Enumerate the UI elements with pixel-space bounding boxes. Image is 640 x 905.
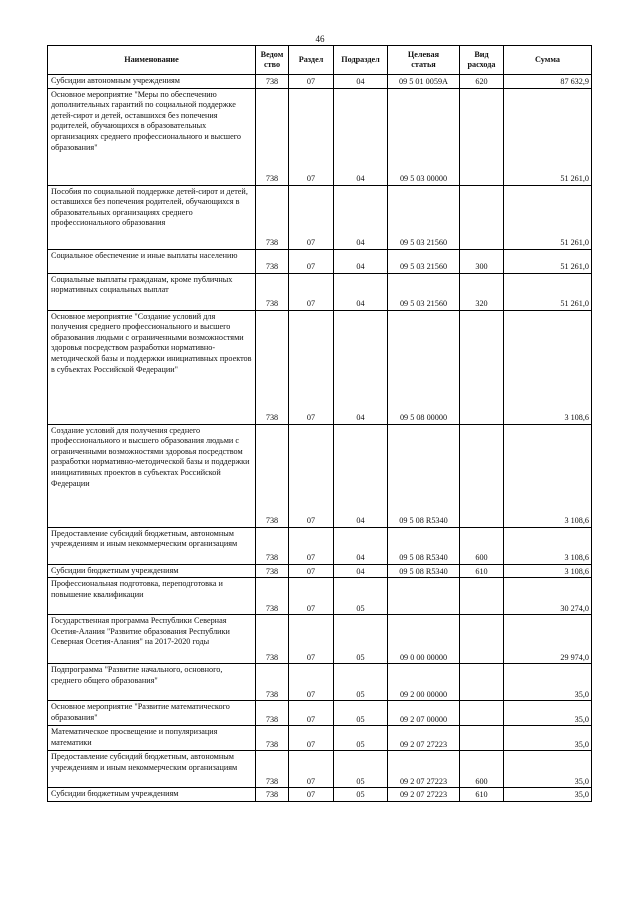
cell-summa: 3 108,6 (504, 424, 592, 527)
cell-ved: 738 (256, 615, 289, 664)
cell-celevaya: 09 5 08 R5340 (388, 527, 460, 564)
cell-vid: 610 (460, 788, 504, 802)
cell-celevaya: 09 5 08 00000 (388, 310, 460, 424)
cell-podrazdel: 04 (334, 310, 388, 424)
page-number: 46 (315, 34, 325, 44)
cell-summa: 35,0 (504, 664, 592, 701)
cell-name: Субсидии бюджетным учреждениям (48, 564, 256, 578)
cell-name: Создание условий для получения среднего профессионального и высшего образования людьми с ограниченными возможностями здоровья посредством разработки нормативно-методической базы и поддержки инициативных проектов в субъектах Российской Федерации (48, 424, 256, 527)
header-ved-line2: ство (263, 60, 281, 69)
cell-name: Субсидии автономным учреждениям (48, 75, 256, 89)
cell-podrazdel: 04 (334, 273, 388, 310)
cell-podrazdel: 04 (334, 424, 388, 527)
cell-vid (460, 664, 504, 701)
cell-vid (460, 701, 504, 726)
header-ved (256, 46, 289, 75)
cell-ved: 738 (256, 88, 289, 185)
cell-podrazdel: 05 (334, 615, 388, 664)
cell-vid (460, 424, 504, 527)
table-row (48, 249, 592, 273)
table-row (48, 615, 592, 664)
cell-celevaya: 09 5 08 R5340 (388, 564, 460, 578)
cell-razdel: 07 (289, 788, 334, 802)
cell-razdel: 07 (289, 310, 334, 424)
cell-ved: 738 (256, 564, 289, 578)
cell-razdel: 07 (289, 751, 334, 788)
cell-summa: 51 261,0 (504, 185, 592, 249)
cell-celevaya: 09 2 07 00000 (388, 701, 460, 726)
cell-summa: 29 974,0 (504, 615, 592, 664)
cell-name: Предоставление субсидий бюджетным, автономным учреждениям и иным некоммерческим организациям (48, 527, 256, 564)
cell-razdel: 07 (289, 88, 334, 185)
cell-ved: 738 (256, 701, 289, 726)
cell-podrazdel: 04 (334, 75, 388, 89)
cell-razdel: 07 (289, 273, 334, 310)
cell-celevaya: 09 2 07 27223 (388, 751, 460, 788)
cell-razdel: 07 (289, 424, 334, 527)
header-ved-line1: Ведом (260, 50, 284, 59)
cell-podrazdel: 05 (334, 726, 388, 751)
cell-razdel: 07 (289, 185, 334, 249)
cell-podrazdel: 04 (334, 185, 388, 249)
cell-vid (460, 185, 504, 249)
table-row (48, 273, 592, 310)
table-row (48, 578, 592, 615)
cell-summa: 3 108,6 (504, 564, 592, 578)
cell-vid: 600 (460, 527, 504, 564)
cell-podrazdel: 05 (334, 701, 388, 726)
cell-summa: 35,0 (504, 788, 592, 802)
cell-celevaya: 09 5 08 R5340 (388, 424, 460, 527)
header-name: Наименование (48, 46, 256, 75)
cell-celevaya: 09 5 03 00000 (388, 88, 460, 185)
cell-razdel: 07 (289, 615, 334, 664)
cell-podrazdel: 05 (334, 578, 388, 615)
cell-celevaya: 09 5 03 21560 (388, 185, 460, 249)
cell-name: Основное мероприятие "Развитие математического образования" (48, 701, 256, 726)
cell-celevaya: 09 0 00 00000 (388, 615, 460, 664)
cell-ved: 738 (256, 788, 289, 802)
cell-ved: 738 (256, 185, 289, 249)
table-row (48, 564, 592, 578)
cell-summa: 51 261,0 (504, 249, 592, 273)
cell-podrazdel: 05 (334, 788, 388, 802)
header-podrazdel: Подраздел (334, 46, 388, 75)
cell-summa: 35,0 (504, 751, 592, 788)
cell-vid (460, 615, 504, 664)
cell-razdel: 07 (289, 701, 334, 726)
cell-name: Государственная программа Республики Северная Осетия-Алания "Развитие образования Республики Северная Осетия-Алания" на 2017-2020 годы (48, 615, 256, 664)
budget-table (47, 45, 592, 802)
cell-celevaya (388, 578, 460, 615)
cell-ved: 738 (256, 664, 289, 701)
table-row (48, 310, 592, 424)
cell-razdel: 07 (289, 726, 334, 751)
header-vid (460, 46, 504, 75)
cell-vid: 600 (460, 751, 504, 788)
cell-vid (460, 578, 504, 615)
cell-podrazdel: 04 (334, 527, 388, 564)
cell-name: Субсидии бюджетным учреждениям (48, 788, 256, 802)
table-row (48, 751, 592, 788)
cell-razdel: 07 (289, 564, 334, 578)
cell-razdel: 07 (289, 578, 334, 615)
cell-summa: 3 108,6 (504, 310, 592, 424)
cell-ved: 738 (256, 751, 289, 788)
table-row (48, 527, 592, 564)
table-row (48, 424, 592, 527)
cell-summa: 35,0 (504, 726, 592, 751)
cell-vid: 610 (460, 564, 504, 578)
cell-vid: 300 (460, 249, 504, 273)
table-row (48, 701, 592, 726)
cell-ved: 738 (256, 249, 289, 273)
cell-razdel: 07 (289, 664, 334, 701)
cell-name: Подпрограмма "Развитие начального, основного, среднего общего образования" (48, 664, 256, 701)
cell-podrazdel: 04 (334, 88, 388, 185)
cell-razdel: 07 (289, 527, 334, 564)
header-vid-line1: Вид (474, 50, 489, 59)
cell-summa: 51 261,0 (504, 273, 592, 310)
cell-summa: 87 632,9 (504, 75, 592, 89)
cell-ved: 738 (256, 578, 289, 615)
cell-ved: 738 (256, 726, 289, 751)
table-row (48, 185, 592, 249)
cell-summa: 30 274,0 (504, 578, 592, 615)
cell-celevaya: 09 5 01 0059А (388, 75, 460, 89)
cell-vid (460, 88, 504, 185)
cell-name: Социальные выплаты гражданам, кроме публичных нормативных социальных выплат (48, 273, 256, 310)
cell-celevaya: 09 5 03 21560 (388, 273, 460, 310)
cell-name: Предоставление субсидий бюджетным, автономным учреждениям и иным некоммерческим организациям (48, 751, 256, 788)
table-row (48, 788, 592, 802)
cell-vid: 620 (460, 75, 504, 89)
cell-vid (460, 310, 504, 424)
cell-name: Основное мероприятие "Создание условий для получения среднего профессионального и высшего образования людьми с ограниченными возможностями здоровья посредством разработки нормативно-методической базы и поддержки инициативных проектов в субъектах Российской Федерации" (48, 310, 256, 424)
cell-celevaya: 09 2 00 00000 (388, 664, 460, 701)
table-header-row (48, 46, 592, 75)
cell-ved: 738 (256, 273, 289, 310)
cell-podrazdel: 04 (334, 249, 388, 273)
cell-name: Социальное обеспечение и иные выплаты населению (48, 249, 256, 273)
cell-name: Математическое просвещение и популяризация математики (48, 726, 256, 751)
cell-celevaya: 09 2 07 27223 (388, 788, 460, 802)
cell-ved: 738 (256, 310, 289, 424)
table-row (48, 664, 592, 701)
cell-podrazdel: 05 (334, 751, 388, 788)
header-celevaya (388, 46, 460, 75)
cell-name: Основное мероприятие "Меры по обеспечению дополнительных гарантий по социальной поддержке детей-сирот и детей, оставшихся без попечения родителей, обучающихся в образовательных организациях среднего профессионального и высшего образования" (48, 88, 256, 185)
cell-summa: 3 108,6 (504, 527, 592, 564)
header-celevaya-line1: Целевая (407, 50, 440, 59)
header-vid-line2: расхода (467, 60, 496, 69)
cell-vid: 320 (460, 273, 504, 310)
cell-ved: 738 (256, 527, 289, 564)
cell-summa: 51 261,0 (504, 88, 592, 185)
cell-podrazdel: 04 (334, 564, 388, 578)
cell-name: Профессиональная подготовка, переподготовка и повышение квалификации (48, 578, 256, 615)
table-row (48, 726, 592, 751)
header-celevaya-line2: статья (411, 60, 436, 69)
cell-razdel: 07 (289, 75, 334, 89)
cell-summa: 35,0 (504, 701, 592, 726)
cell-ved: 738 (256, 75, 289, 89)
cell-vid (460, 726, 504, 751)
cell-podrazdel: 05 (334, 664, 388, 701)
header-summa: Сумма (504, 46, 592, 75)
cell-name: Пособия по социальной поддержке детей-сирот и детей, оставшихся без попечения родителей, обучающихся в образовательных организациях среднего профессионального образования (48, 185, 256, 249)
header-razdel: Раздел (289, 46, 334, 75)
table-row (48, 75, 592, 89)
cell-razdel: 07 (289, 249, 334, 273)
table-row (48, 88, 592, 185)
cell-celevaya: 09 2 07 27223 (388, 726, 460, 751)
cell-ved: 738 (256, 424, 289, 527)
cell-celevaya: 09 5 03 21560 (388, 249, 460, 273)
